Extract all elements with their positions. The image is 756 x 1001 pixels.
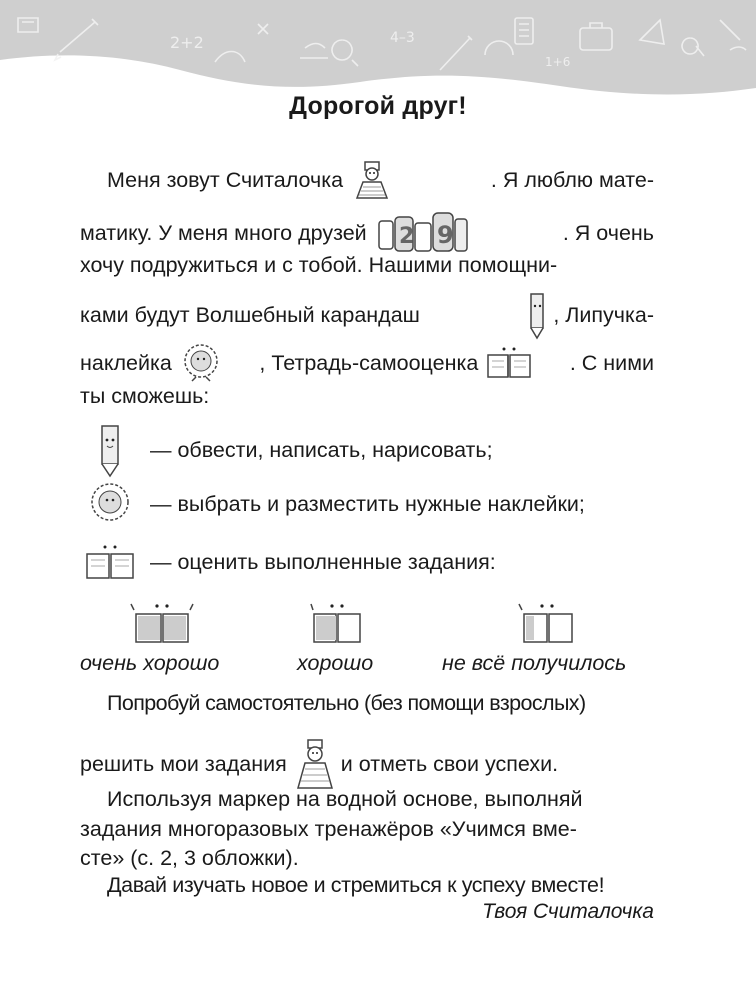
sticker-icon [80, 480, 140, 528]
text-line [80, 211, 654, 255]
schitalochka-icon [353, 160, 391, 200]
bullet-item [80, 540, 496, 584]
rating-label-not-all: не всё получилось [442, 651, 627, 675]
text-fragment: задания многоразовых тренажёров «Учимся вме- [80, 817, 577, 841]
pencil-icon [80, 422, 140, 478]
text-line [107, 689, 654, 717]
bullet-item [80, 422, 493, 478]
text-fragment: ты сможешь: [80, 384, 210, 408]
text-line [107, 871, 654, 899]
text-fragment: , Липучка- [553, 303, 654, 327]
svg-text:1+6: 1+6 [545, 55, 571, 69]
text-fragment: ками будут Волшебный карандаш [80, 303, 420, 327]
text-fragment: . Я очень [562, 221, 654, 245]
text-fragment: Меня зовут Считалочка [107, 168, 344, 192]
text-fragment: хочу подружиться и с тобой. Нашими помощни- [80, 253, 558, 277]
page-title: Дорогой друг! [289, 92, 467, 120]
text-line [80, 290, 654, 340]
notebook-icon [484, 343, 534, 383]
rating-not-all-icon [518, 598, 578, 653]
text-fragment: , Тетрадь-самооценка [259, 351, 479, 375]
schitalochka-icon [295, 738, 335, 790]
text-line [80, 341, 654, 385]
svg-text:2+2: 2+2 [170, 33, 204, 52]
text-line [80, 382, 654, 410]
text-fragment: матику. У меня много друзей [80, 221, 367, 245]
notebook-icon [80, 540, 140, 584]
svg-text:9: 9 [436, 221, 454, 249]
text-fragment: решить мои задания [80, 752, 287, 776]
signature: Твоя Считалочка [482, 900, 654, 923]
bullet-text: — обвести, написать, нарисовать; [150, 437, 493, 462]
pencil-icon [525, 290, 549, 340]
svg-text:2: 2 [398, 224, 414, 249]
text-line [80, 251, 654, 279]
sticker-icon [178, 341, 224, 385]
rating-very-good-icon [130, 598, 194, 653]
text-fragment: . Я люблю мате- [490, 168, 654, 192]
text-fragment: наклейка [80, 351, 172, 375]
rating-label-good: хорошо [297, 651, 374, 675]
text-fragment: и отметь свои успехи. [340, 752, 559, 776]
text-line [80, 738, 654, 790]
number-friends-icon [377, 211, 471, 255]
bullet-text: — выбрать и разместить нужные наклейки; [150, 491, 585, 516]
text-fragment: . С ними [569, 351, 654, 375]
bullet-text: — оценить выполненные задания: [150, 549, 496, 574]
text-fragment: Попробуй самостоятельно (без помощи взрослых) [107, 691, 586, 715]
text-fragment: Используя маркер на водной основе, выполняй [107, 787, 583, 811]
text-line [80, 844, 654, 872]
bullet-item [80, 480, 585, 528]
text-line [107, 160, 654, 200]
text-fragment: сте» (с. 2, 3 обложки). [80, 846, 299, 870]
text-line [80, 815, 654, 843]
svg-text:4–3: 4–3 [390, 30, 415, 46]
rating-good-icon [310, 598, 364, 653]
rating-label-very-good: очень хорошо [80, 651, 220, 675]
text-line [107, 785, 654, 813]
text-fragment: Давай изучать новое и стремиться к успеху вместе! [107, 873, 605, 897]
